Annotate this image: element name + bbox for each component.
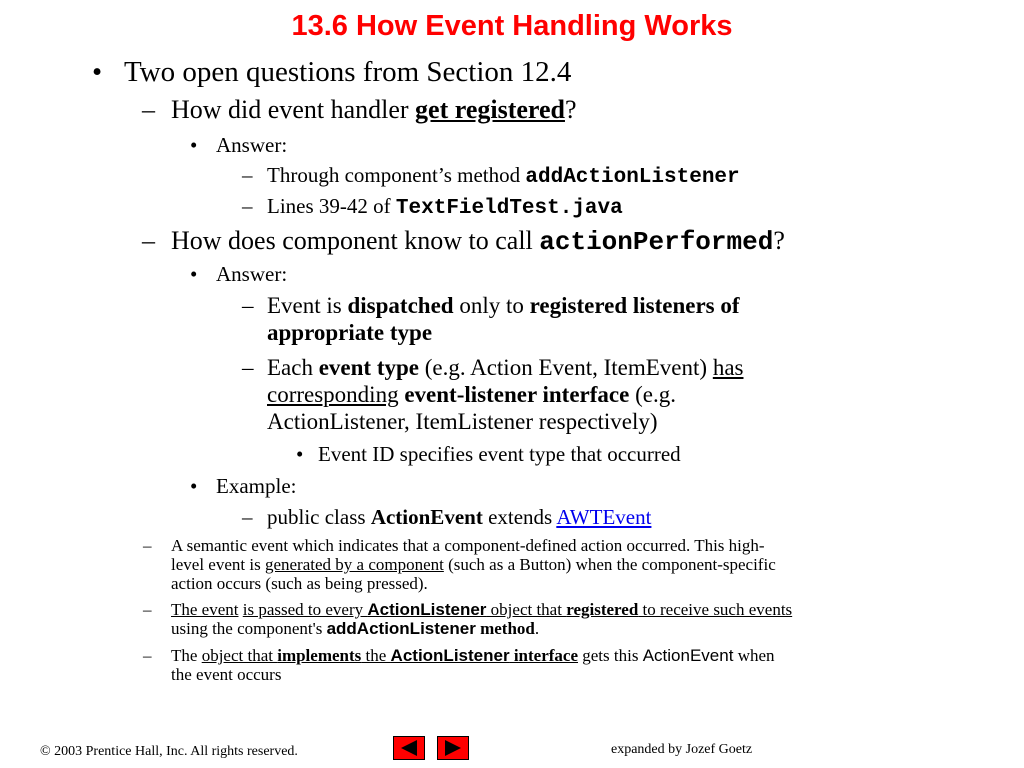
note-1-line-2: level event is generated by a component (such as a Button) when the component-specific xyxy=(171,555,776,574)
dash-icon: – xyxy=(242,194,253,218)
example-label: Example: xyxy=(216,474,297,498)
dash-icon: – xyxy=(142,226,155,255)
note-1-line-3: action occurs (such as being pressed). xyxy=(171,574,428,593)
dash-icon: – xyxy=(143,646,152,665)
bullet-icon: • xyxy=(190,133,198,157)
dash-icon: – xyxy=(242,163,253,187)
bullet-icon: • xyxy=(92,56,103,88)
answer-1-label: Answer: xyxy=(216,133,288,157)
dash-icon: – xyxy=(143,536,152,555)
copyright-notice: © 2003 Prentice Hall, Inc. All rights reserved. xyxy=(40,744,298,759)
next-slide-button[interactable] xyxy=(437,736,469,760)
author-credit: expanded by Jozef Goetz xyxy=(611,742,753,757)
answer-2-event-type: Each event type (e.g. Action Event, ItemEvent) has xyxy=(267,355,744,380)
bullet-icon: • xyxy=(190,262,198,286)
slide-title: 13.6 How Event Handling Works xyxy=(291,10,733,42)
prev-slide-button[interactable] xyxy=(393,736,425,760)
example-code: public class ActionEvent extends AWTEvent xyxy=(267,505,652,529)
dash-icon: – xyxy=(142,95,155,124)
left-triangle-icon xyxy=(394,737,424,759)
question-1: How did event handler get registered? xyxy=(171,95,577,124)
note-3-line-1: The object that implements the ActionListener interface gets this ActionEvent when xyxy=(171,646,775,665)
answer-2-event-type-cont: corresponding event-listener interface (e.g. xyxy=(267,382,676,407)
copyright-symbol: © xyxy=(40,744,51,759)
answer-1-method: Through component’s method addActionListener xyxy=(267,163,740,189)
note-2-line-1: The event is passed to every ActionListener object that registered to receive such events xyxy=(171,600,793,619)
answer-2-dispatch-cont: appropriate type xyxy=(267,320,433,345)
dash-icon: – xyxy=(242,505,253,529)
bullet-icon: • xyxy=(190,474,198,498)
right-triangle-icon xyxy=(438,737,468,759)
answer-2-event-type-cont2: ActionListener, ItemListener respectively) xyxy=(267,409,658,434)
question-2: How does component know to call actionPerformed? xyxy=(171,226,785,257)
awtevent-link[interactable]: AWTEvent xyxy=(556,505,652,529)
dash-icon: – xyxy=(242,355,254,380)
note-1-line-1: A semantic event which indicates that a component-defined action occurred. This high- xyxy=(171,536,765,555)
event-id-note: Event ID specifies event type that occurred xyxy=(318,442,681,466)
question-intro: Two open questions from Section 12.4 xyxy=(124,56,572,88)
answer-2-label: Answer: xyxy=(216,262,288,286)
note-3-line-2: the event occurs xyxy=(171,665,282,684)
dash-icon: – xyxy=(242,293,254,318)
bullet-icon: • xyxy=(296,442,304,466)
answer-1-lines: Lines 39-42 of TextFieldTest.java xyxy=(267,194,623,220)
note-2-line-2: using the component's addActionListener method. xyxy=(171,619,540,638)
answer-2-dispatch: Event is dispatched only to registered listeners of xyxy=(267,293,740,318)
dash-icon: – xyxy=(143,600,152,619)
